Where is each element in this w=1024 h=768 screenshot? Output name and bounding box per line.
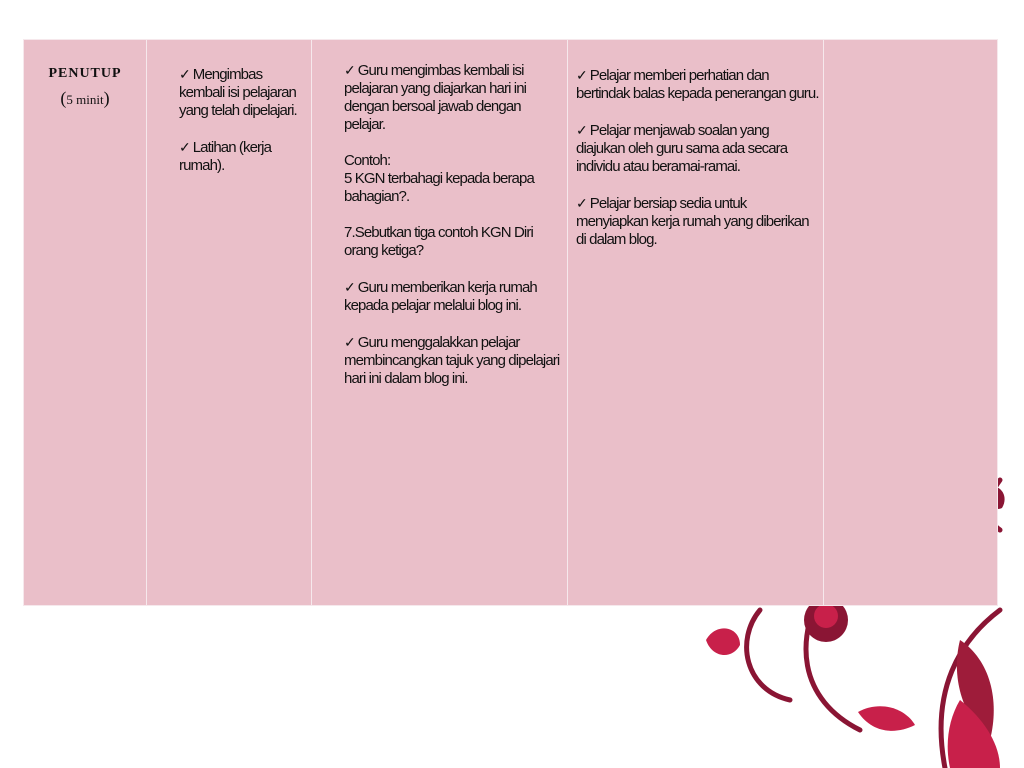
swirl-bud-center <box>814 604 838 628</box>
petal-bottom <box>858 706 915 731</box>
stage-duration: (5 minit) <box>60 88 110 108</box>
checkmark-icon: ✓ <box>576 195 588 211</box>
checkmark-icon: ✓ <box>344 334 356 350</box>
petal-left <box>706 628 740 655</box>
list-item: ✓ Pelajar memberi perhatian dan bertindak balas kepada penerangan guru. <box>576 67 819 102</box>
notes-cell <box>824 40 998 606</box>
checkmark-icon: ✓ <box>179 66 191 82</box>
list-item: 7.Sebutkan tiga contoh KGN Diri orang ketiga? <box>344 224 533 259</box>
teacher-activity-cell <box>312 40 568 606</box>
lesson-plan-table <box>23 39 998 606</box>
list-item: ✓ Pelajar menjawab soalan yang diajukan oleh guru sama ada secara individu atau beramai-ramai. <box>576 122 788 175</box>
student-activity-cell <box>568 40 824 606</box>
checkmark-icon: ✓ <box>576 67 588 83</box>
checkmark-icon: ✓ <box>179 139 191 155</box>
list-item: ✓ Pelajar bersiap sedia untuk menyiapkan kerja rumah yang diberikan di dalam blog. <box>576 195 809 248</box>
list-item: ✓ Latihan (kerja rumah). <box>179 139 272 174</box>
table-row <box>24 40 998 606</box>
list-item: Contoh: <box>344 152 391 169</box>
content-cell <box>147 40 312 606</box>
list-item: ✓ Mengimbas kembali isi pelajaran yang telah dipelajari. <box>179 66 297 119</box>
list-item: ✓ Guru memberikan kerja rumah kepada pelajar melalui blog ini. <box>344 279 537 314</box>
list-item: ✓ Guru mengimbas kembali isi pelajaran yang diajarkan hari ini dengan bersoal jawab dengan pelajar. <box>344 62 527 133</box>
stage-name: PENUTUP <box>48 66 122 81</box>
list-item: ✓ Guru menggalakkan pelajar membincangkan tajuk yang dipelajari hari ini dalam blog ini. <box>344 334 560 387</box>
checkmark-icon: ✓ <box>344 279 356 295</box>
checkmark-icon: ✓ <box>576 122 588 138</box>
checkmark-icon: ✓ <box>344 62 356 78</box>
stage-cell <box>24 40 147 606</box>
list-item: 5 KGN terbahagi kepada berapa bahagian?. <box>344 170 534 205</box>
